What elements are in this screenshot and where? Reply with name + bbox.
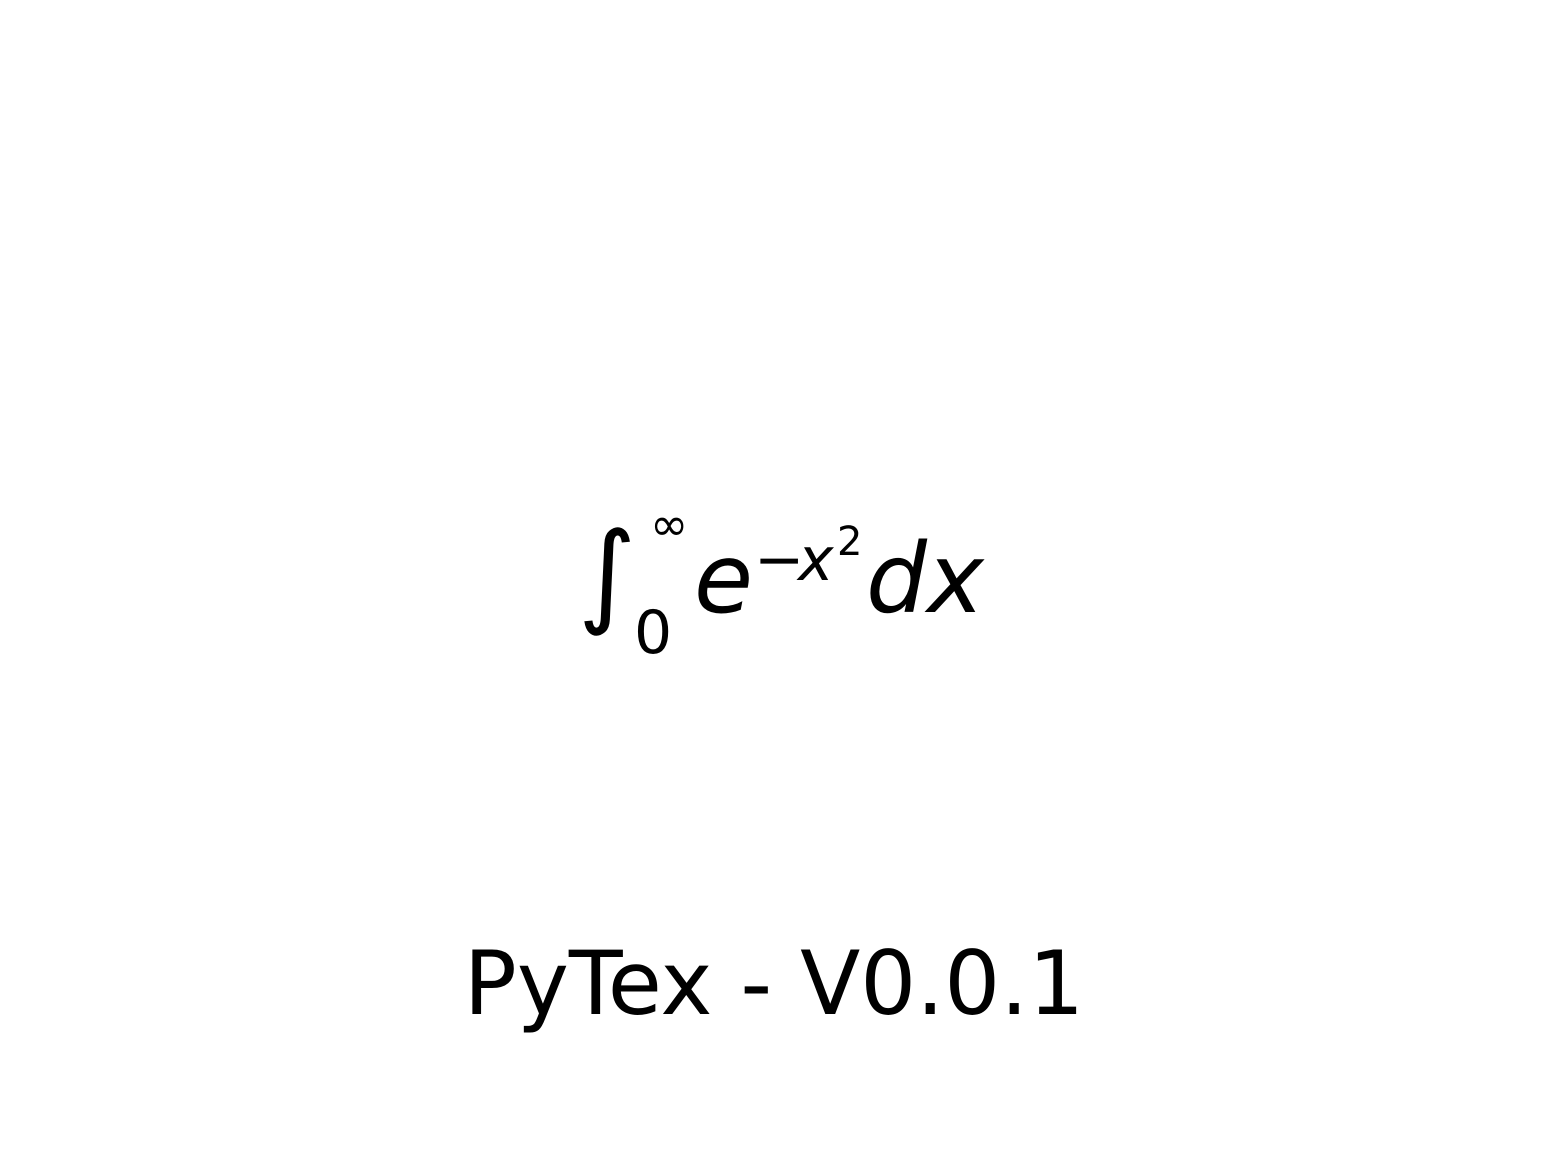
differential: dx [866, 523, 984, 635]
exponent-power: 2 [837, 519, 863, 565]
integral-lower-limit: 0 [634, 598, 673, 668]
integral-upper-limit: ∞ [650, 497, 689, 551]
exponential-base: e [694, 523, 754, 635]
exponent-minus: − [754, 525, 805, 595]
exponent-variable: x [798, 525, 834, 595]
integral-sign: ∫ [578, 509, 637, 639]
app-version-title: PyTex - V0.0.1 [463, 932, 1085, 1035]
